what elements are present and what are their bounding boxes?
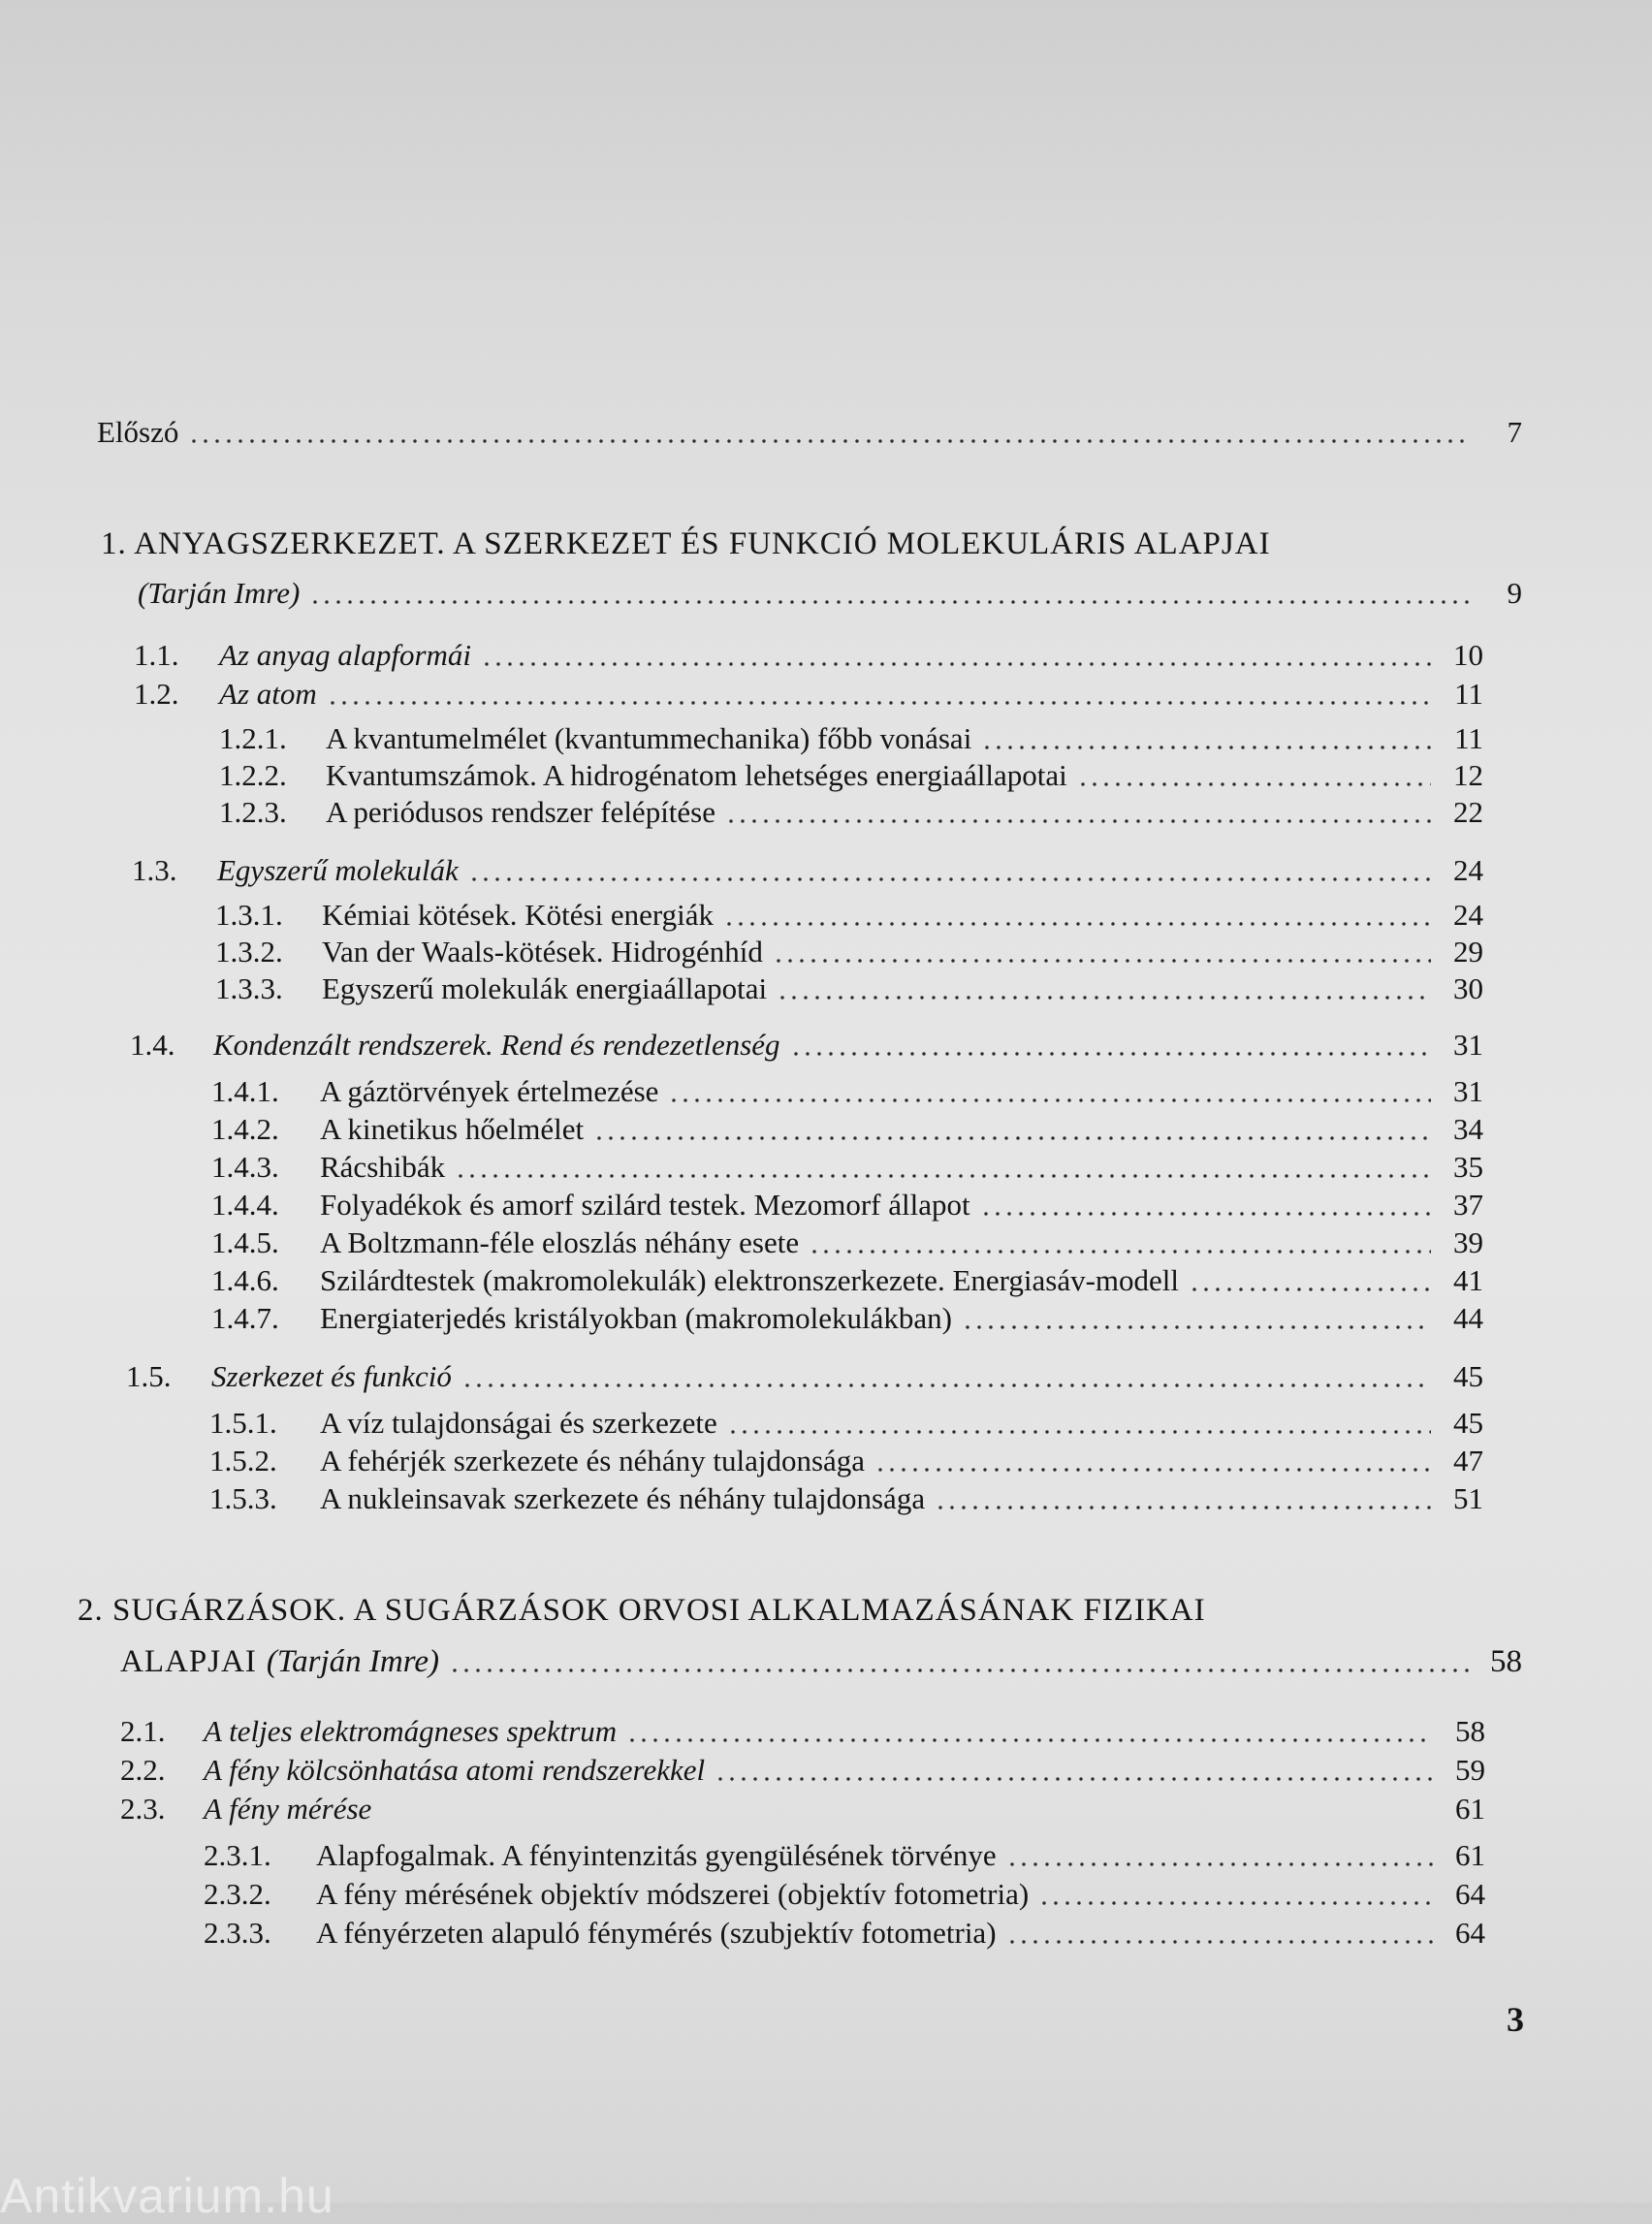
toc-entry-1-4-6[interactable] (211, 1257, 1483, 1300)
toc-entry-page: 29 (1453, 935, 1483, 969)
toc-entry-title: A periódusos rendszer felépítése (326, 795, 716, 829)
dot-leader (626, 1738, 1433, 1742)
toc-entry-title: Van der Waals-kötések. Hidrogénhíd (322, 935, 763, 969)
toc-entry-2-1[interactable] (120, 1708, 1485, 1751)
toc-entry-1-5-1[interactable] (209, 1400, 1483, 1443)
chapter-1-author-line[interactable] (138, 570, 1522, 613)
toc-entry-number: 1.2.1. (219, 721, 287, 755)
toc-entry-title: Az anyag alapformái (219, 638, 472, 672)
toc-entry-1-3[interactable] (132, 847, 1483, 890)
toc-entry-number: 1.4.4. (211, 1188, 279, 1222)
toc-entry-title: Kémiai kötések. Kötési energiák (322, 898, 715, 932)
dot-leader (1077, 782, 1431, 786)
toc-entry-page: 35 (1453, 1150, 1483, 1184)
toc-entry-number: 1.3.1. (215, 898, 283, 932)
toc-entry-1-3-3[interactable] (215, 966, 1483, 1008)
dot-leader (455, 1174, 1431, 1178)
toc-entry-number: 2.1. (120, 1714, 166, 1748)
toc-entry-1-4-3[interactable] (211, 1144, 1483, 1187)
toc-entry-number: 1.3. (132, 853, 177, 887)
dot-leader (468, 877, 1431, 881)
toc-entry-page: 31 (1453, 1028, 1483, 1062)
dot-leader (449, 1668, 1470, 1672)
toc-entry-title: A teljes elektromágneses spektrum (204, 1714, 618, 1748)
toc-entry-page: 58 (1455, 1714, 1485, 1748)
toc-entry-page: 34 (1453, 1112, 1483, 1146)
toc-entry-number: 1.3.3. (215, 971, 283, 1005)
toc-entry-title: A Boltzmann-féle eloszlás néhány esete (320, 1225, 800, 1259)
dot-leader (981, 746, 1431, 749)
toc-entry-page: 61 (1455, 1838, 1485, 1872)
toc-entry-page: 44 (1453, 1301, 1483, 1335)
toc-entry-page: 22 (1453, 795, 1483, 829)
toc-entry-number: 2.3.1. (204, 1838, 271, 1872)
toc-entry-title: Kondenzált rendszerek. Rend és rendezetlenség (213, 1028, 780, 1062)
toc-entry-number: 1.2. (134, 677, 179, 711)
page-number: 3 (1507, 2000, 1524, 2039)
toc-entry-page: 7 (1507, 415, 1522, 449)
toc-entry-1-1[interactable] (134, 632, 1483, 675)
toc-entry-page: 12 (1453, 758, 1483, 792)
toc-entry-1-5-2[interactable] (209, 1438, 1483, 1480)
chapter-2-title[interactable]: 2. SUGÁRZÁSOK. A SUGÁRZÁSOK ORVOSI ALKALMAZÁSÁNAK FIZIKAI (78, 1593, 1206, 1628)
toc-entry-2-3-2[interactable] (204, 1871, 1485, 1914)
toc-entry-title: A nukleinsavak szerkezete és néhány tulajdonsága (320, 1481, 926, 1515)
toc-entry-page: 30 (1453, 971, 1483, 1005)
toc-entry-title: A fény mérésének objektív módszerei (objektív fotometria) (316, 1877, 1030, 1911)
chapter-2-title-cont: ALAPJAI (120, 1644, 257, 1679)
toc-entry-2-3[interactable] (120, 1786, 1485, 1828)
toc-entry-title: A fényérzeten alapuló fénymérés (szubjektív fotometria) (316, 1916, 997, 1950)
chapter-1-author: (Tarján Imre) (138, 576, 301, 610)
toc-entry-1-2[interactable] (134, 671, 1483, 714)
toc-entry-page: 11 (1454, 677, 1483, 711)
dot-leader (188, 439, 1470, 443)
toc-entry-title: A fény kölcsönhatása atomi rendszerekkel (204, 1753, 706, 1787)
dot-leader (723, 922, 1431, 926)
dot-leader (1038, 1901, 1433, 1905)
dot-leader (1189, 1287, 1431, 1291)
toc-entry-title: Szerkezet és funkció (211, 1359, 452, 1393)
toc-entry-page: 64 (1455, 1916, 1485, 1950)
toc-entry-1-4[interactable] (130, 1022, 1483, 1064)
toc-entry-1-4-7[interactable] (211, 1295, 1483, 1338)
dot-leader (715, 1777, 1433, 1781)
toc-entry-title: A fény mérése (204, 1792, 372, 1826)
dot-leader (962, 1325, 1431, 1329)
toc-entry-number: 1.5.3. (209, 1481, 277, 1515)
toc-entry-page: 47 (1453, 1444, 1483, 1477)
dot-leader (790, 1052, 1431, 1056)
toc-entry-title: Előszó (97, 415, 179, 449)
toc-entry-number: 1.4.6. (211, 1263, 279, 1297)
toc-entry-page: 58 (1490, 1644, 1522, 1679)
dot-leader (935, 1506, 1431, 1509)
toc-entry-number: 1.3.2. (215, 935, 283, 969)
toc-entry-number: 1.5. (126, 1359, 172, 1393)
toc-entry-number: 1.4. (130, 1028, 175, 1062)
toc-entry-2-2[interactable] (120, 1747, 1485, 1790)
toc-entry-2-3-3[interactable] (204, 1910, 1485, 1953)
dot-leader (773, 959, 1431, 963)
toc-entry-page: 10 (1453, 638, 1483, 672)
dot-leader (809, 1250, 1431, 1254)
toc-entry-title: Szilárdtestek (makromolekulák) elektronszerkezete. Energiasáv-modell (320, 1263, 1180, 1297)
toc-entry-title: A kvantumelmélet (kvantummechanika) főbb vonásai (326, 721, 972, 755)
toc-entry-page: 9 (1507, 576, 1522, 610)
toc-entry-preface[interactable] (97, 409, 1522, 452)
toc-entry-page: 61 (1455, 1792, 1485, 1826)
toc-entry-page: 45 (1453, 1359, 1483, 1393)
dot-leader (481, 662, 1431, 666)
dot-leader (593, 1136, 1431, 1140)
toc-entry-page: 45 (1453, 1406, 1483, 1440)
toc-entry-number: 1.4.5. (211, 1225, 279, 1259)
toc-entry-1-5-3[interactable] (209, 1476, 1483, 1518)
toc-entry-1-5[interactable] (126, 1353, 1483, 1396)
toc-entry-page: 39 (1453, 1225, 1483, 1259)
toc-entry-number: 1.5.2. (209, 1444, 277, 1477)
toc-entry-page: 41 (1453, 1263, 1483, 1297)
dot-leader (1006, 1862, 1433, 1866)
toc-entry-1-4-5[interactable] (211, 1220, 1483, 1262)
chapter-2-title-line2[interactable] (120, 1638, 1522, 1681)
toc-entry-page: 24 (1453, 853, 1483, 887)
toc-entry-title: A gáztörvények értelmezése (320, 1074, 659, 1108)
dot-leader (777, 996, 1431, 1000)
toc-entry-1-4-2[interactable] (211, 1106, 1483, 1149)
toc-entry-number: 2.2. (120, 1753, 166, 1787)
toc-entry-number: 1.1. (134, 638, 179, 672)
dot-leader (980, 1212, 1431, 1216)
dot-leader (1006, 1940, 1433, 1944)
dot-leader (668, 1098, 1431, 1102)
dot-leader (727, 1430, 1431, 1434)
toc-entry-page: 37 (1453, 1188, 1483, 1222)
toc-entry-number: 2.3.3. (204, 1916, 271, 1950)
dot-leader (874, 1468, 1431, 1472)
toc-entry-title: Kvantumszámok. A hidrogénatom lehetséges energiaállapotai (326, 758, 1067, 792)
toc-entry-number: 1.2.3. (219, 795, 287, 829)
toc-entry-title: Energiaterjedés kristályokban (makromolekulákban) (320, 1301, 952, 1335)
toc-entry-title: Az atom (219, 677, 317, 711)
toc-entry-1-4-4[interactable] (211, 1182, 1483, 1224)
toc-entry-2-3-1[interactable] (204, 1832, 1485, 1875)
dot-leader (725, 819, 1431, 823)
toc-entry-page: 64 (1455, 1877, 1485, 1911)
toc-entry-title: Folyadékok és amorf szilárd testek. Mezomorf állapot (320, 1188, 970, 1222)
chapter-1-title[interactable]: 1. ANYAGSZERKEZET. A SZERKEZET ÉS FUNKCIÓ MOLEKULÁRIS ALAPJAI (101, 526, 1271, 561)
toc-entry-number: 1.4.7. (211, 1301, 279, 1335)
toc-entry-page: 59 (1455, 1753, 1485, 1787)
chapter-2-author: (Tarján Imre) (266, 1644, 439, 1679)
toc-entry-number: 2.3. (120, 1792, 166, 1826)
toc-entry-number: 1.4.1. (211, 1074, 279, 1108)
toc-entry-1-2-3[interactable] (219, 789, 1483, 832)
toc-entry-title: Rácshibák (320, 1150, 446, 1184)
toc-entry-number: 1.4.2. (211, 1112, 279, 1146)
toc-entry-number: 2.3.2. (204, 1877, 271, 1911)
toc-entry-page: 51 (1453, 1481, 1483, 1515)
toc-entry-title: Egyszerű molekulák (217, 853, 459, 887)
toc-entry-number: 1.4.3. (211, 1150, 279, 1184)
dot-leader (461, 1383, 1431, 1387)
dot-leader (327, 701, 1431, 705)
toc-entry-title: A fehérjék szerkezete és néhány tulajdonsága (320, 1444, 866, 1477)
toc-entry-number: 1.5.1. (209, 1406, 277, 1440)
toc-entry-number: 1.2.2. (219, 758, 287, 792)
dot-leader (309, 600, 1470, 604)
watermark: Antikvarium.hu (0, 2169, 334, 2223)
toc-entry-1-4-1[interactable] (211, 1068, 1483, 1111)
toc-entry-title: Alapfogalmak. A fényintenzitás gyengülésének törvénye (316, 1838, 997, 1872)
toc-entry-page: 31 (1453, 1074, 1483, 1108)
toc-entry-title: Egyszerű molekulák energiaállapotai (322, 971, 768, 1005)
toc-entry-page: 24 (1453, 898, 1483, 932)
toc-entry-page: 11 (1454, 721, 1483, 755)
toc-entry-title: A kinetikus hőelmélet (320, 1112, 585, 1146)
toc-entry-title: A víz tulajdonságai és szerkezete (320, 1406, 717, 1440)
